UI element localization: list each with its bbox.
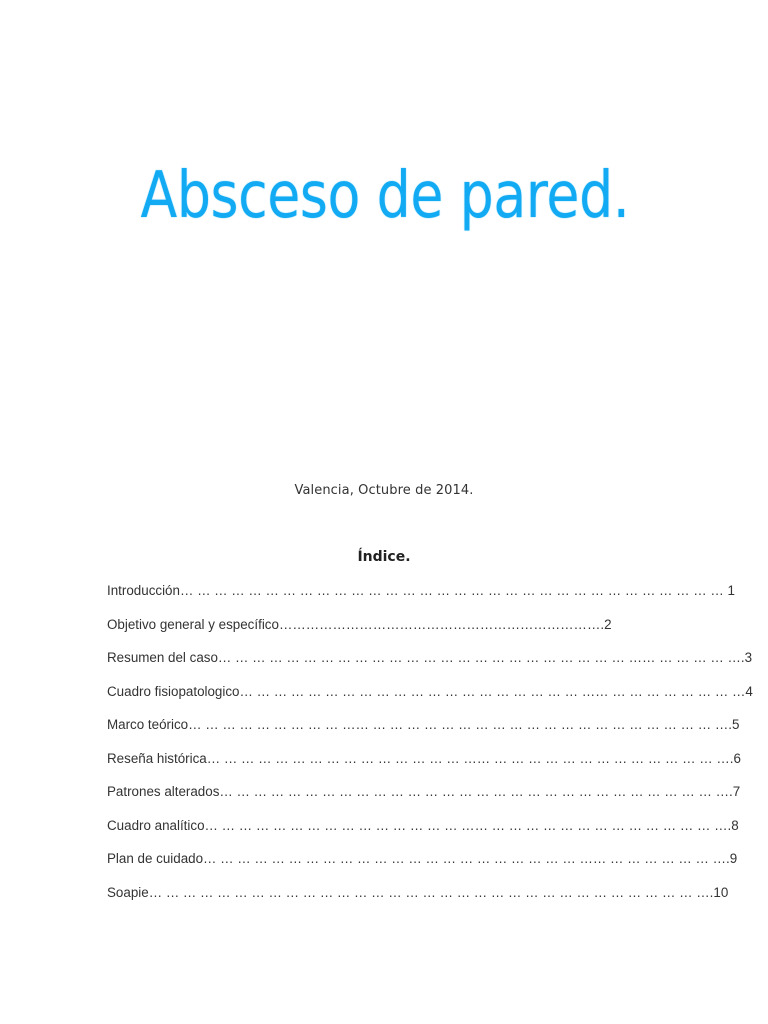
toc-leader-dots: ………………………………………………………………. [278,616,605,632]
toc-entry [107,714,740,748]
toc-leader-spacer: . [726,851,730,866]
toc-page-number: 4 [745,683,753,699]
toc-page-number: 5 [731,717,740,732]
toc-leader-dots: … … … … … … … … … …… … … … … … … … … … … … … … … … … … … … … … [188,717,729,732]
toc-entry [107,781,741,815]
toc-leader-dots: … … … … … … … … … … … … … … … … … … … … … … … … … … … … … … [219,784,730,799]
toc-entry [107,748,741,782]
toc-leader-dots: … … … … … … … … … … … … … … … …… … … … … … … … … … … … … … … [204,817,728,833]
toc-entry-label: Soapie [107,884,149,900]
toc-entry [107,815,739,849]
toc-page-number: 6 [733,750,741,766]
toc-entry-label: Objetivo general y específico [107,616,279,632]
toc-page-number: 9 [729,851,738,866]
toc-page-number: 1 [727,583,735,598]
toc-leader-spacer: . [727,817,732,833]
toc-leader-spacer: . [740,650,745,665]
toc-leader-dots: … … … … … … … … … … … … … … … … … … … … … … … … … … … … … … … … [179,583,724,598]
toc-entry [107,614,667,648]
table-of-contents [107,580,753,915]
toc-leader-dots: … … … … … … … … … … … … … … … … … … … … … … …… … … … … … … … [203,851,727,866]
document-title: Absceso de pared. [140,159,630,233]
toc-page-number: 3 [744,650,753,665]
toc-entry [107,681,753,715]
place-date-line: Valencia, Octubre de 2014. [294,483,474,498]
toc-leader-spacer: . [709,884,714,900]
toc-leader-dots: … … … … … … … … … … … … … … … … … … … … … … … … … … … … … … … … … [148,884,710,900]
toc-entry [107,647,753,681]
toc-page-number: 8 [731,817,739,833]
toc-entry-label: Marco teórico [107,717,189,732]
toc-entry [107,882,729,916]
toc-leader-dots: … … … … … … … … … … … … … … … …… … … … … … … … … … … … … … … [206,750,730,766]
toc-entry-label: Reseña histórica [107,750,207,766]
toc-entry-label: Plan de cuidado [107,851,204,866]
toc-page-number: 10 [713,884,729,900]
toc-entry-label: Cuadro fisiopatologico [107,683,240,699]
toc-page-number: 7 [732,784,741,799]
toc-leader-dots: … … … … … … … … … … … … … … … … … … … … …… … … … … … … … … [239,683,746,699]
toc-leader-spacer: . [729,784,733,799]
toc-entry-label: Introducción [107,583,180,598]
toc-leader-dots: … … … … … … … … … … … … … … … … … … … … … … … … …… … … … … … [217,650,741,665]
toc-leader-spacer: . [728,717,732,732]
toc-leader-spacer: . [729,750,734,766]
toc-entry-label: Cuadro analítico [107,817,205,833]
toc-entry [107,848,738,882]
toc-entry-label: Patrones alterados [107,784,220,799]
toc-entry-label: Resumen del caso [107,650,218,665]
toc-entry [107,580,735,614]
index-heading: Índice. [357,549,411,565]
toc-page-number: 2 [604,616,612,632]
